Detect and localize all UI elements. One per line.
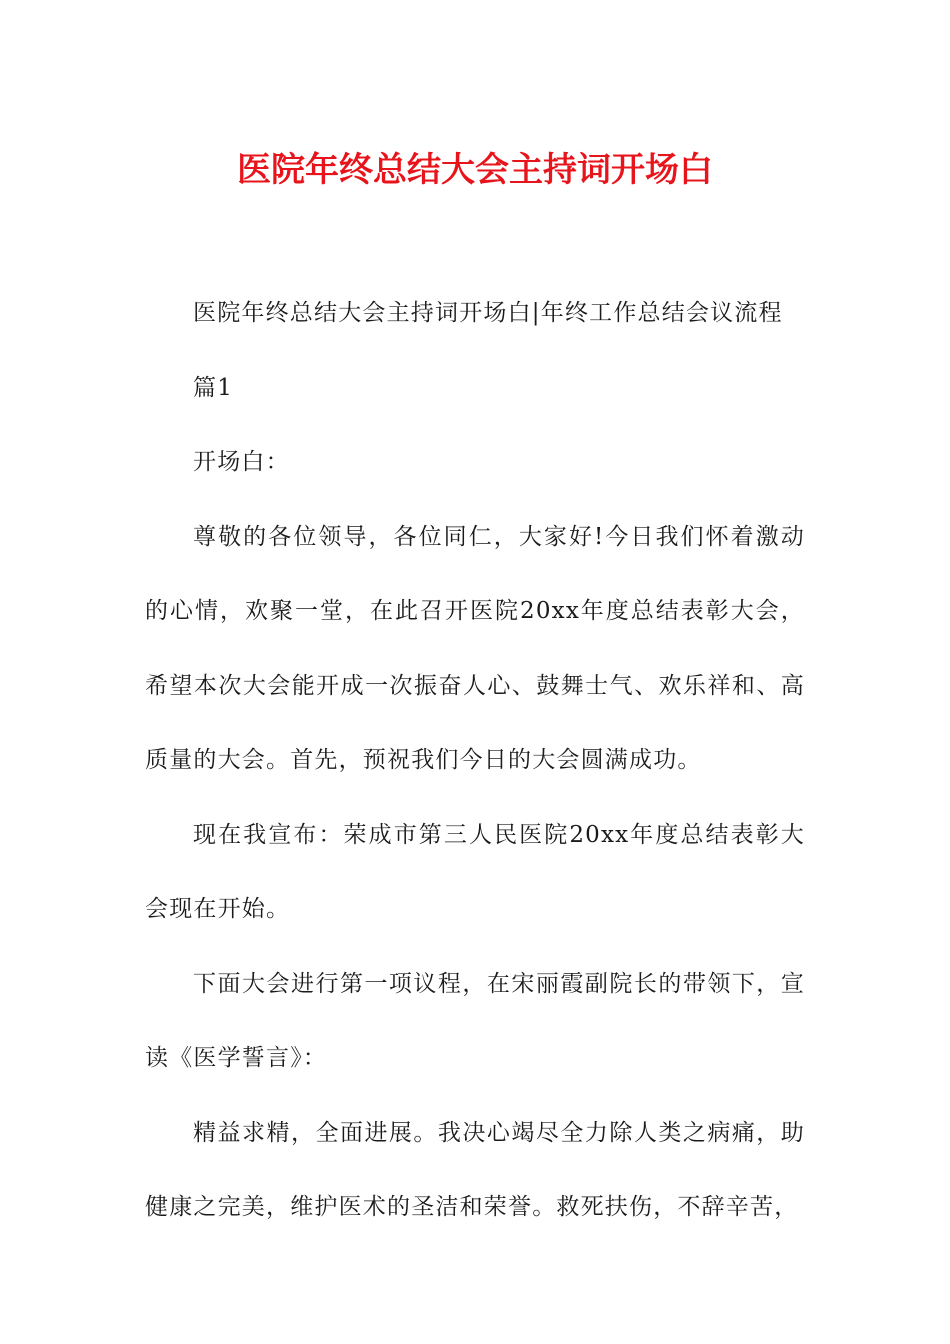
paragraph-section-label: 篇1 (193, 374, 234, 401)
paragraph-subtitle: 医院年终总结大会主持词开场白|年终工作总结会议流程 (193, 300, 783, 326)
paragraph-oath: 精益求精，全面进展。我决心竭尽全力除人类之病痛，助健康之完美，维护医术的圣洁和荣誉。救死扶伤，不辞辛苦， (145, 1119, 805, 1220)
paragraph-greeting: 尊敬的各位领导，各位同仁，大家好!今日我们怀着激动的心情，欢聚一堂，在此召开医院20xx年度总结表彰大会，希望本次大会能开成一次振奋人心、鼓舞士气、欢乐祥和、高质量的大会。首先，预祝我们今日的大会圆满成功。 (145, 523, 805, 773)
document-title: 医院年终总结大会主持词开场白 (237, 150, 713, 190)
paragraph-announcement: 现在我宣布：荣成市第三人民医院20xx年度总结表彰大会现在开始。 (145, 821, 805, 922)
paragraph-agenda-item-1: 下面大会进行第一项议程，在宋丽霞副院长的带领下，宣读《医学誓言》： (145, 970, 805, 1071)
paragraph-opening-label: 开场白： (193, 449, 290, 475)
document-body (145, 276, 805, 1245)
